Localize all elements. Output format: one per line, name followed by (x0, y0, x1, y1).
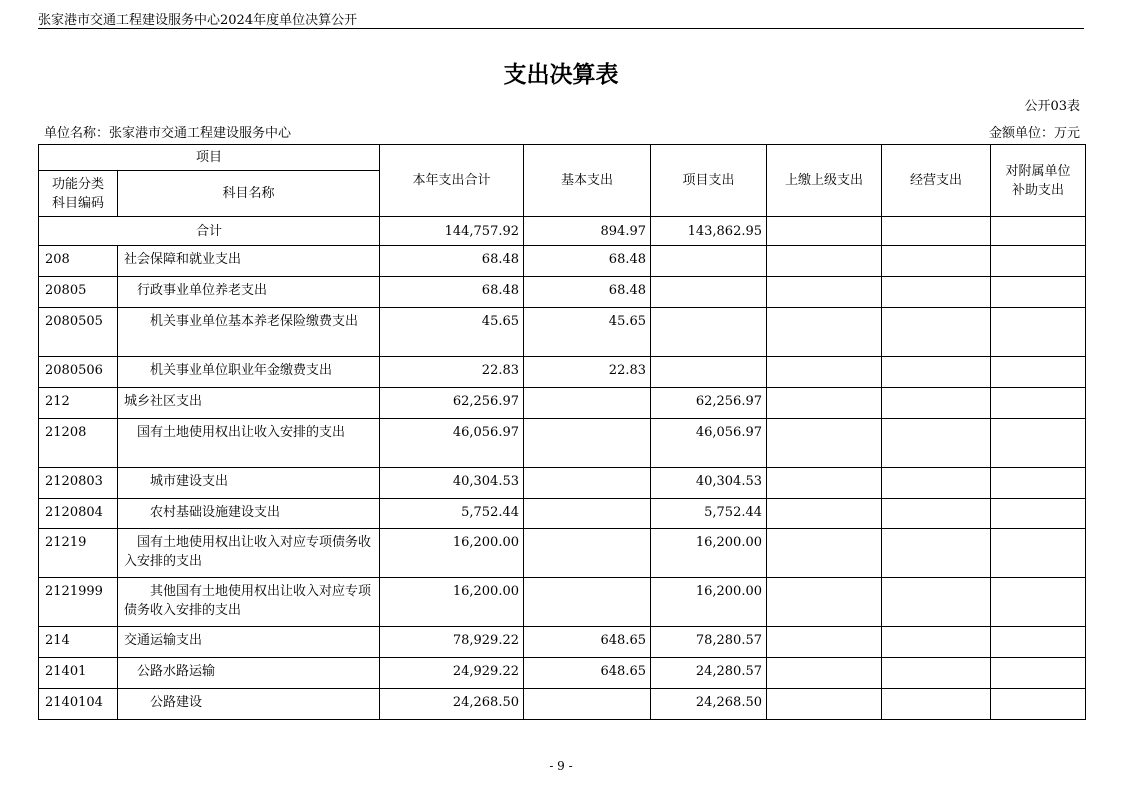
total-basic: 894.97 (524, 217, 651, 246)
table-row (39, 627, 1086, 658)
row-subsidy (991, 277, 1086, 308)
row-subsidy (991, 689, 1086, 720)
page-number: - 9 - (549, 759, 573, 773)
row-name: 机关事业单位职业年金缴费支出 (118, 357, 380, 388)
row-basic (524, 499, 651, 529)
row-item: 16,200.00 (651, 578, 767, 627)
row-upper (767, 689, 882, 720)
row-item: 24,268.50 (651, 689, 767, 720)
row-code: 21208 (39, 419, 118, 468)
row-subsidy (991, 627, 1086, 658)
table-row (39, 499, 1086, 529)
row-business (882, 277, 991, 308)
row-business (882, 529, 991, 578)
row-subsidy (991, 357, 1086, 388)
row-business (882, 308, 991, 357)
row-upper (767, 658, 882, 689)
row-item: 16,200.00 (651, 529, 767, 578)
row-business (882, 499, 991, 529)
total-item: 143,862.95 (651, 217, 767, 246)
unit-name: 单位名称：张家港市交通工程建设服务中心 (44, 126, 292, 141)
row-upper (767, 246, 882, 277)
row-total: 68.48 (380, 246, 524, 277)
row-upper (767, 499, 882, 529)
row-total: 16,200.00 (380, 578, 524, 627)
row-name: 国有土地使用权出让收入安排的支出 (118, 419, 380, 468)
row-name: 城市建设支出 (118, 468, 380, 499)
table-row (39, 578, 1086, 627)
row-code: 2140104 (39, 689, 118, 720)
row-basic (524, 529, 651, 578)
row-total: 40,304.53 (380, 468, 524, 499)
page-title: 支出决算表 (503, 62, 619, 88)
row-business (882, 246, 991, 277)
row-item: 24,280.57 (651, 658, 767, 689)
row-code: 2080506 (39, 357, 118, 388)
row-total: 24,929.22 (380, 658, 524, 689)
money-unit: 金额单位：万元 (988, 126, 1080, 141)
total-subsidy (991, 217, 1086, 246)
row-basic (524, 468, 651, 499)
row-total: 16,200.00 (380, 529, 524, 578)
total-sum: 144,757.92 (380, 217, 524, 246)
table-row (39, 246, 1086, 277)
row-business (882, 627, 991, 658)
row-item: 62,256.97 (651, 388, 767, 419)
row-name: 社会保障和就业支出 (118, 246, 380, 277)
row-subsidy (991, 419, 1086, 468)
row-business (882, 689, 991, 720)
running-header: 张家港市交通工程建设服务中心2024年度单位决算公开 (38, 13, 358, 28)
table-row (39, 529, 1086, 578)
row-basic: 68.48 (524, 277, 651, 308)
row-name: 农村基础设施建设支出 (118, 499, 380, 529)
row-upper (767, 578, 882, 627)
row-code: 20805 (39, 277, 118, 308)
row-name: 机关事业单位基本养老保险缴费支出 (118, 308, 380, 357)
row-item: 40,304.53 (651, 468, 767, 499)
row-basic (524, 578, 651, 627)
header-subsidy: 对附属单位 补助支出 (991, 145, 1086, 217)
row-total: 22.83 (380, 357, 524, 388)
row-total: 68.48 (380, 277, 524, 308)
header-business: 经营支出 (882, 145, 991, 217)
row-upper (767, 529, 882, 578)
header-total: 本年支出合计 (380, 145, 524, 217)
table-row (39, 277, 1086, 308)
row-subsidy (991, 499, 1086, 529)
row-item (651, 277, 767, 308)
row-upper (767, 308, 882, 357)
header-basic: 基本支出 (524, 145, 651, 217)
row-subsidy (991, 529, 1086, 578)
row-basic (524, 388, 651, 419)
table-row (39, 468, 1086, 499)
row-subsidy (991, 246, 1086, 277)
row-code: 212 (39, 388, 118, 419)
header-name: 科目名称 (118, 171, 380, 217)
row-code: 21219 (39, 529, 118, 578)
total-label: 合计 (39, 217, 380, 246)
row-item (651, 308, 767, 357)
row-name: 公路水路运输 (118, 658, 380, 689)
row-upper (767, 388, 882, 419)
row-item: 46,056.97 (651, 419, 767, 468)
row-business (882, 578, 991, 627)
row-total: 62,256.97 (380, 388, 524, 419)
row-upper (767, 357, 882, 388)
table-row (39, 689, 1086, 720)
row-subsidy (991, 468, 1086, 499)
row-name: 国有土地使用权出让收入对应专项债务收入安排的支出 (118, 529, 380, 578)
header-upper: 上缴上级支出 (767, 145, 882, 217)
row-total: 5,752.44 (380, 499, 524, 529)
total-business (882, 217, 991, 246)
row-subsidy (991, 388, 1086, 419)
row-name: 城乡社区支出 (118, 388, 380, 419)
row-name: 公路建设 (118, 689, 380, 720)
row-name: 交通运输支出 (118, 627, 380, 658)
row-upper (767, 468, 882, 499)
row-basic (524, 419, 651, 468)
row-basic: 22.83 (524, 357, 651, 388)
row-code: 2080505 (39, 308, 118, 357)
row-subsidy (991, 308, 1086, 357)
row-basic: 648.65 (524, 627, 651, 658)
row-total: 45.65 (380, 308, 524, 357)
header-code: 功能分类 科目编码 (39, 171, 118, 217)
header-project: 项目 (39, 145, 380, 171)
row-item: 5,752.44 (651, 499, 767, 529)
row-business (882, 388, 991, 419)
row-total: 24,268.50 (380, 689, 524, 720)
row-item: 78,280.57 (651, 627, 767, 658)
row-basic: 68.48 (524, 246, 651, 277)
row-code: 2120804 (39, 499, 118, 529)
row-item (651, 357, 767, 388)
table-row (39, 388, 1086, 419)
row-total: 46,056.97 (380, 419, 524, 468)
row-subsidy (991, 658, 1086, 689)
row-business (882, 357, 991, 388)
header-rule (38, 28, 1084, 29)
table-row (39, 357, 1086, 388)
expenditure-table (38, 144, 1086, 720)
row-item (651, 246, 767, 277)
row-name: 其他国有土地使用权出让收入对应专项债务收入安排的支出 (118, 578, 380, 627)
table-row (39, 308, 1086, 357)
row-business (882, 468, 991, 499)
row-subsidy (991, 578, 1086, 627)
row-basic: 648.65 (524, 658, 651, 689)
row-code: 214 (39, 627, 118, 658)
table-number: 公开03表 (1024, 99, 1080, 114)
row-code: 2121999 (39, 578, 118, 627)
row-business (882, 419, 991, 468)
row-upper (767, 627, 882, 658)
header-item: 项目支出 (651, 145, 767, 217)
table-row (39, 658, 1086, 689)
row-business (882, 658, 991, 689)
row-code: 21401 (39, 658, 118, 689)
row-code: 208 (39, 246, 118, 277)
row-upper (767, 419, 882, 468)
table-row (39, 419, 1086, 468)
row-upper (767, 277, 882, 308)
row-basic (524, 689, 651, 720)
row-name: 行政事业单位养老支出 (118, 277, 380, 308)
row-basic: 45.65 (524, 308, 651, 357)
total-upper (767, 217, 882, 246)
row-code: 2120803 (39, 468, 118, 499)
row-total: 78,929.22 (380, 627, 524, 658)
